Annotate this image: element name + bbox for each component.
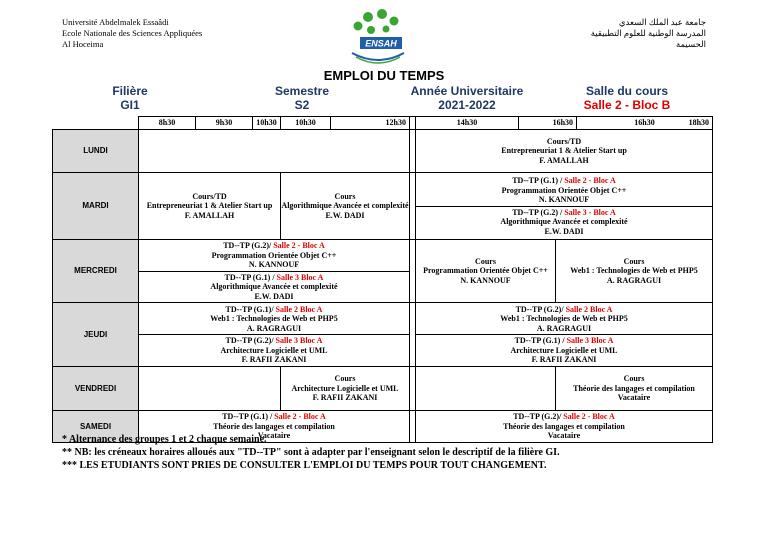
- slot-course: Architecture Logicielle et UML: [510, 345, 618, 355]
- slot-room: Salle 2 - Bloc A: [564, 176, 616, 185]
- university-name-ar: [591, 17, 706, 50]
- salle-value: Salle 2 - Bloc B: [583, 98, 671, 112]
- slot-course: Web1 : Technologies de Web et PHP5: [570, 266, 698, 276]
- lundi-morning-empty: [139, 130, 410, 173]
- day-lundi: LUNDI: [53, 130, 139, 173]
- footnote: ** NB: les créneaux horaires alloués aux "TD--TP" sont à adapter par l'enseignant selon le descriptif de la filière GI.: [62, 447, 560, 458]
- slot-course: Algorithmique Avancée et complexité: [210, 282, 338, 291]
- salle-info: [572, 84, 682, 112]
- filiere-label: Filière: [112, 84, 148, 98]
- day-jeudi: JEUDI: [53, 303, 139, 367]
- mardi-slot-2: [281, 173, 410, 240]
- slot-room: Salle 3 Bloc A: [566, 336, 614, 345]
- slot-course: Architecture Logicielle et UML: [291, 383, 399, 393]
- empty-corner: [53, 117, 139, 130]
- slot-room: Salle 2 Bloc A: [565, 304, 613, 314]
- header-line: Al Hoceima: [62, 39, 104, 49]
- slot-type: Cours: [623, 374, 645, 384]
- slot-teacher: Vacataire: [617, 393, 651, 403]
- slot-room: Salle 3 Bloc A: [276, 272, 324, 282]
- slot-course: Web1 : Technologies de Web et PHP5: [500, 314, 628, 323]
- time-header-row: [53, 117, 713, 130]
- filiere-info: [100, 84, 160, 112]
- mercredi-am-g2: [139, 240, 409, 271]
- jeudi-morning: [139, 303, 410, 367]
- slot-teacher: F. RAFII ZAKANI: [531, 355, 597, 364]
- slot-teacher: Vacataire: [257, 431, 291, 441]
- slot-teacher: A. RAGRAGUI: [606, 275, 662, 285]
- slot-type: Cours/TD: [192, 191, 227, 201]
- jeudi-pm-g1: [416, 334, 712, 366]
- page-title: EMPLOI DU TEMPS: [323, 68, 445, 83]
- time-label-pair: [577, 117, 713, 130]
- slot-teacher: E.W. DADI: [325, 210, 365, 220]
- time-label: 16h30: [519, 117, 577, 130]
- lundi-afternoon: [416, 130, 713, 173]
- logo-text: ENSAH: [365, 38, 397, 49]
- footnote: *** LES ETUDIANTS SONT PRIES DE CONSULTER L'EMPLOI DU TEMPS POUR TOUT CHANGEMENT.: [62, 460, 547, 471]
- semestre-info: [262, 84, 342, 112]
- mardi-pm-g1: [416, 175, 712, 206]
- vendredi-morning: [281, 367, 410, 411]
- annee-info: [402, 84, 532, 112]
- mercredi-pm-1: [416, 240, 556, 303]
- ensah-logo: [342, 9, 414, 69]
- slot-type: TD--TP (G.2)/: [223, 241, 274, 250]
- slot-room: Salle 2 Bloc A: [275, 304, 323, 314]
- slot-course: Algorithmique Avancée et complexité: [281, 201, 409, 211]
- jeudi-am-g1: [139, 304, 409, 335]
- time-label: 10h30: [281, 117, 331, 130]
- footnote: * Alternance des groupes 1 et 2 chaque semaine.: [62, 434, 267, 445]
- day-mercredi: MERCREDI: [53, 240, 139, 303]
- slot-type: TD--TP (G.1)/: [225, 304, 276, 314]
- row-mercredi: [53, 240, 713, 303]
- row-mardi: [53, 173, 713, 240]
- semestre-label: Semestre: [274, 84, 330, 98]
- slot-course: Web1 : Technologies de Web et PHP5: [210, 314, 338, 323]
- footnotes: [62, 433, 560, 472]
- slot-room: Salle 2 - Bloc A: [274, 412, 326, 422]
- vendredi-afternoon: [556, 367, 713, 411]
- row-vendredi: [53, 367, 713, 411]
- time-label: 14h30: [416, 117, 519, 130]
- time-label: 16h30: [634, 118, 655, 128]
- slot-type: Cours: [623, 256, 645, 266]
- slot-teacher: E.W. DADI: [254, 291, 294, 301]
- slot-course: Théorie des langages et compilation: [573, 383, 695, 393]
- mardi-afternoon: [416, 173, 713, 240]
- slot-type: Cours: [334, 191, 356, 201]
- header-line: الحسيمة: [675, 39, 706, 49]
- slot-room: Salle 3 Bloc A: [275, 336, 323, 345]
- time-label: 8h30: [139, 117, 196, 130]
- slot-teacher: E.W. DADI: [544, 226, 584, 236]
- slot-teacher: F. RAFII ZAKANI: [241, 355, 307, 364]
- slot-teacher: N. KANNOUF: [538, 195, 590, 204]
- slot-room: Salle 3 - Bloc A: [564, 207, 616, 217]
- slot-teacher: N. KANNOUF: [460, 275, 511, 285]
- slot-course: Algorithmique Avancée et complexité: [500, 217, 628, 226]
- timetable: [52, 116, 713, 443]
- slot-type: Cours: [475, 256, 496, 266]
- slot-type: TD--TP (G.1) /: [224, 272, 277, 282]
- jeudi-pm-g2: [416, 304, 712, 335]
- slot-room: Salle 2 - Bloc A: [563, 412, 615, 422]
- mardi-pm-g2: [416, 206, 712, 238]
- header-line: Université Abdelmalek Essaâdi: [62, 17, 169, 27]
- slot-type: TD--TP (G.1) /: [514, 336, 567, 345]
- mercredi-morning: [139, 240, 410, 303]
- header-line: Ecole Nationale des Sciences Appliquées: [62, 28, 203, 38]
- slot-teacher: A. RAGRAGUI: [246, 323, 302, 333]
- slot-teacher: N. KANNOUF: [248, 260, 300, 269]
- row-lundi: [53, 130, 713, 173]
- header-line: جامعة عبد الملك السعدي: [618, 17, 706, 27]
- semestre-value: S2: [294, 98, 310, 112]
- day-mardi: MARDI: [53, 173, 139, 240]
- annee-value: 2021-2022: [438, 98, 496, 112]
- time-label: 10h30: [253, 117, 281, 130]
- slot-course: Entrepreneuriat 1 & Atelier Start up: [146, 201, 273, 211]
- slot-course: Théorie des langages et compilation: [503, 421, 625, 431]
- slot-teacher: F. AMALLAH: [539, 155, 589, 165]
- mercredi-am-g1: [139, 271, 409, 303]
- slot-type: TD--TP (G.2)/: [515, 304, 566, 314]
- slot-course: Entrepreneuriat 1 & Atelier Start up: [501, 146, 627, 156]
- day-samedi: SAMEDI: [53, 411, 139, 443]
- slot-teacher: F. RAFII ZAKANI: [312, 393, 378, 403]
- slot-course: Programmation Orientée Objet C++: [423, 266, 548, 276]
- slot-type: TD--TP (G.2)/: [225, 336, 276, 345]
- mardi-slot-1: [139, 173, 281, 240]
- jeudi-am-g2: [139, 334, 409, 366]
- slot-teacher: A. RAGRAGUI: [536, 323, 592, 333]
- university-name-fr: [62, 17, 202, 50]
- jeudi-afternoon: [416, 303, 713, 367]
- slot-course: Théorie des langages et compilation: [213, 421, 335, 431]
- slot-teacher: Vacataire: [547, 431, 581, 441]
- vendredi-morning-empty: [139, 367, 281, 411]
- slot-type: TD--TP (G.1) /: [512, 176, 565, 185]
- time-label: 12h30: [331, 117, 410, 130]
- slot-type: Cours: [334, 374, 356, 384]
- annee-label: Année Universitaire: [410, 84, 524, 98]
- time-label: 9h30: [196, 117, 253, 130]
- vendredi-afternoon-empty: [416, 367, 556, 411]
- salle-label: Salle du cours: [585, 84, 669, 98]
- day-vendredi: VENDREDI: [53, 367, 139, 411]
- slot-type: TD--TP (G.1) /: [222, 412, 275, 422]
- slot-teacher: F. AMALLAH: [184, 210, 235, 220]
- filiere-value: GI1: [120, 98, 140, 112]
- slot-type: Cours/TD: [546, 136, 582, 146]
- slot-type: TD--TP (G.2)/: [513, 412, 564, 422]
- mercredi-pm-2: [556, 240, 713, 303]
- header-line: المدرسة الوطنية للعلوم التطبيقية: [590, 28, 706, 38]
- slot-course: Programmation Orientée Objet C++: [501, 185, 627, 195]
- slot-room: Salle 2 - Bloc A: [273, 241, 325, 250]
- slot-type: TD--TP (G.2) /: [512, 207, 565, 217]
- row-jeudi: [53, 303, 713, 367]
- slot-course: Programmation Orientée Objet C++: [211, 250, 337, 260]
- slot-course: Architecture Logicielle et UML: [220, 345, 328, 355]
- time-label: 18h30: [688, 118, 710, 128]
